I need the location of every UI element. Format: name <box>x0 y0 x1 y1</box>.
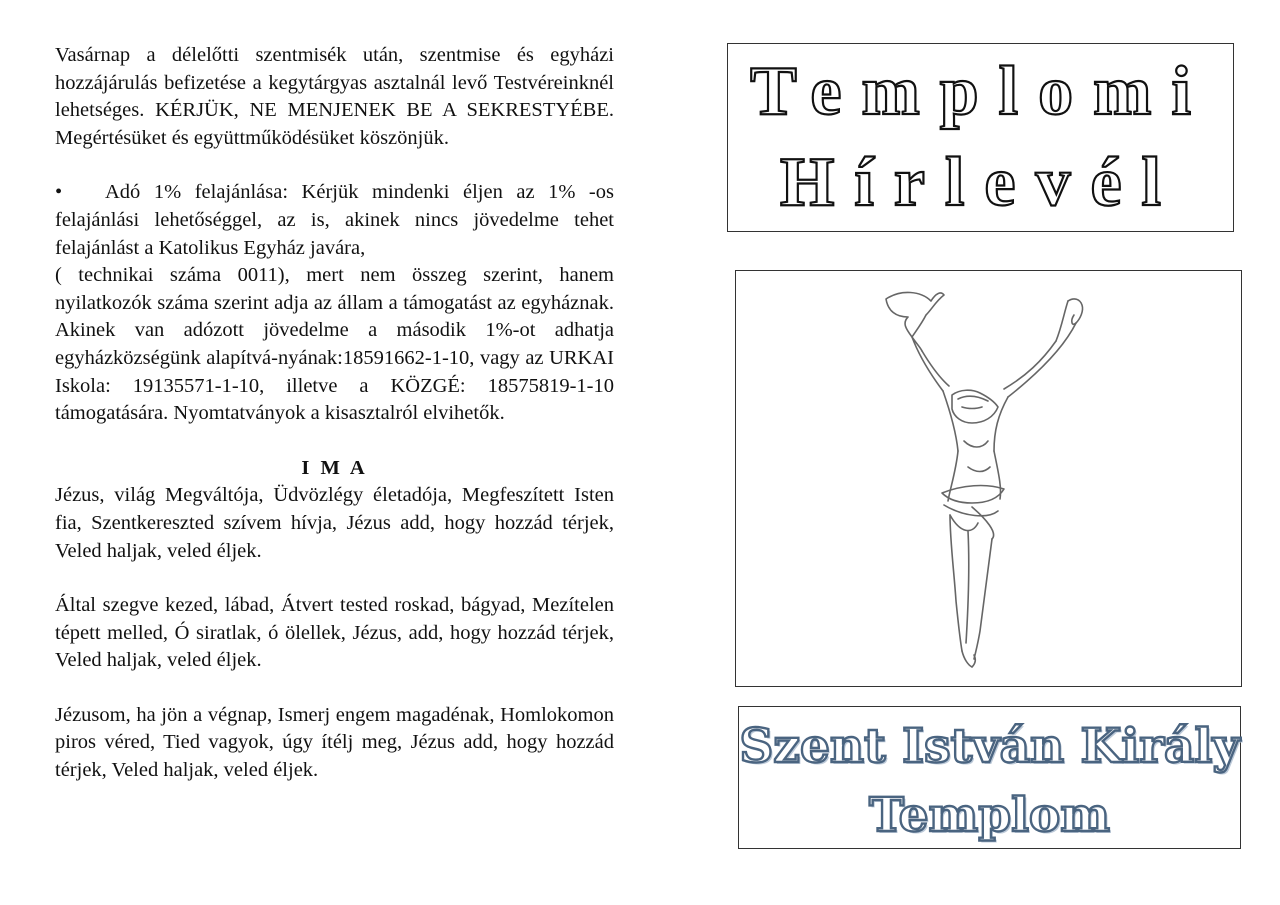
church-name-line-2: Templom <box>868 788 1110 843</box>
payment-paragraph: Vasárnap a délelőtti szentmisék után, szentmise és egyházi hozzájárulás befizetése a kegytárgyas asztalnál levő Testvéreinknél lehetséges. KÉRJÜK, NE MENJENEK BE A SEKRESTYÉBE. Megértésüket és együttműködésüket köszönjük. <box>55 44 614 149</box>
prayer-title: I M A <box>301 456 368 479</box>
newsletter-title-line-2: Hírlevél <box>779 144 1181 221</box>
newsletter-title-line-1: Templomi <box>750 53 1211 130</box>
prayer-verse-3: Jézusom, ha jön a végnap, Ismerj engem magadénak, Homlokomon piros véred, Tied vagyok, úgy ítélj meg, Jézus add, hogy hozzád térjek, Veled haljak, veled éljek. <box>55 703 614 782</box>
prayer-verse-1: Jézus, világ Megváltója, Üdvözlégy életadója, Megfeszített Isten fia, Szentkereszted szívem hívja, Jézus add, hogy hozzád térjek, Veled haljak, veled éljek. <box>55 484 614 562</box>
left-column <box>55 42 614 785</box>
bullet-icon: • <box>55 181 63 204</box>
tax-paragraph-text: Adó 1% felajánlása: Kérjük mindenki éljen az 1% -os felajánlási lehetőséggel, az is, akinek nincs jövedelme tehet felajánlást a Katolikus Egyház javára, <box>55 181 614 259</box>
crucifix-sketch-icon <box>736 271 1243 688</box>
crucifix-image <box>735 270 1242 687</box>
church-name-line-1: Szent István Király <box>739 719 1240 774</box>
tax-paragraph <box>55 179 614 262</box>
tax-paragraph-continued: ( technikai száma 0011), mert nem összeg szerint, hanem nyilatkozók száma szerint adja az állam a támogatást az egyháznak. Akinek van adózott jövedelme a második 1%-ot adhatja egyházközségünk alapítvá-nyának:18591662-1-10, vagy az URKAI Iskola: 19135571-1-10, illetve a KÖZGÉ: 18575819-1-10 támogatására. Nyomtatványok a kisasztalról elvihetők. <box>55 264 614 425</box>
prayer-verse-2: Által szegve kezed, lábad, Átvert tested roskad, bágyad, Mezítelen tépett melled, Ó siratlak, ó ölellek, Jézus, add, hogy hozzád térjek, Veled haljak, veled éljek. <box>55 594 614 672</box>
